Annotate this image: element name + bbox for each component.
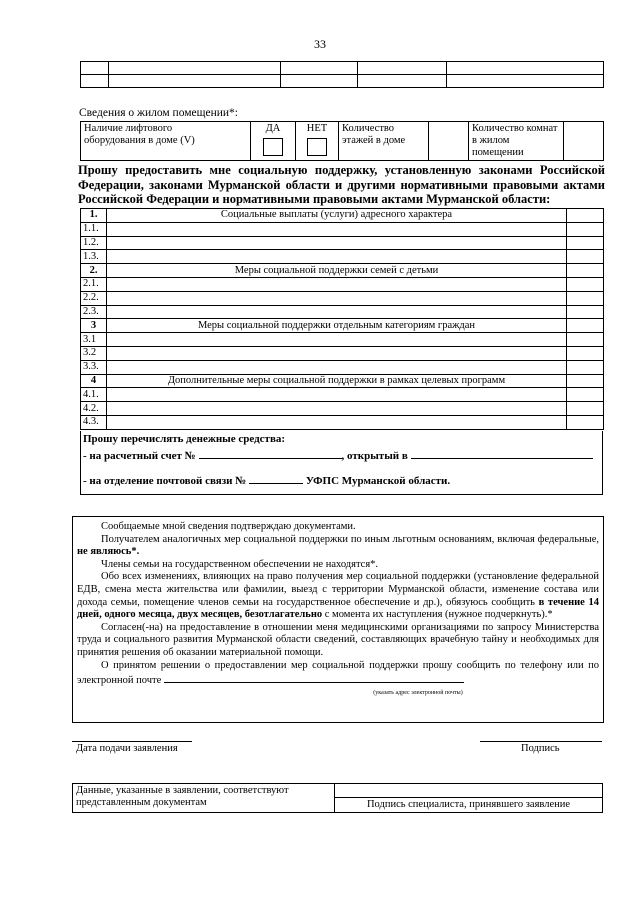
date-label: Дата подачи заявления [76,743,178,754]
item-name-field[interactable] [107,291,567,305]
item-name-field[interactable] [107,277,567,291]
post-office-field[interactable] [249,473,303,484]
confirm-p5: Согласен(-на) на предоставление в отношении меня медицинскими организациями по запросу Министерства труда и социального развития Мурманской области сведений, составляющих врачебную тайну и необходимых для принятия решения об оказании материальной помощи. [77,621,599,658]
item-number: 3.3. [81,360,107,374]
section-mark[interactable] [567,264,604,278]
section-number: 2. [81,264,107,278]
item-mark-field[interactable] [567,277,604,291]
item-name-field[interactable] [107,305,567,319]
top-table [80,61,604,88]
housing-table [80,121,604,161]
item-number: 4.1. [81,388,107,402]
signature-line[interactable] [480,741,602,742]
support-section-row [81,209,604,223]
elevator-no-checkbox[interactable] [307,138,327,156]
item-mark-field[interactable] [567,415,604,429]
support-section-row [81,264,604,278]
item-mark-field[interactable] [567,250,604,264]
item-number: 2.2. [81,291,107,305]
support-item-row [81,277,604,291]
section-number: 1. [81,209,107,223]
confirm-p6: О принятом решении о предоставлении мер социальной поддержки прошу сообщить по телефону или по электронной почте [77,659,599,687]
item-name-field[interactable] [107,346,567,360]
rooms-input[interactable] [564,122,604,161]
support-item-row [81,333,604,347]
item-mark-field[interactable] [567,291,604,305]
item-name-field[interactable] [107,333,567,347]
item-number: 3.2 [81,346,107,360]
floors-label: Количество этажей в доме [339,122,429,161]
section-mark[interactable] [567,374,604,388]
post-line: - на отделение почтовой связи № УФПС Мурманской области. [83,475,451,487]
item-mark-field[interactable] [567,388,604,402]
page-number: 33 [314,37,326,51]
verification-table [72,783,603,813]
rooms-label: Количество комнат в жилом помещении [469,122,564,161]
yes-cell: ДА [251,122,296,161]
specialist-label: Подпись специалиста, принявшего заявление [335,797,602,812]
support-item-row [81,291,604,305]
confirm-p4: Обо всех изменениях, влияющих на право получения мер социальной поддержки (установление федеральной ЕДВ, смена места жительства или фамилии, выезд с территории Мурманской области, изменение состава или дохода семьи, помещение членов семьи на государственное обеспечение и др.), обязуюсь сообщить в течение 14 дней, одного месяца, двух месяцев, безотлагательно с момента их наступления (нужное подчеркнуть).* [77,571,599,621]
support-item-row [81,388,604,402]
section-title: Социальные выплаты (услуги) адресного характера [107,209,567,223]
date-line[interactable] [72,741,192,742]
support-section-row [81,319,604,333]
section-mark[interactable] [567,319,604,333]
elevator-yes-checkbox[interactable] [263,138,283,156]
item-mark-field[interactable] [567,346,604,360]
item-number: 3.1 [81,333,107,347]
support-item-row [81,415,604,429]
item-number: 2.3. [81,305,107,319]
email-field[interactable] [164,672,464,683]
item-number: 2.1. [81,277,107,291]
item-name-field[interactable] [107,360,567,374]
section-title: Дополнительные меры социальной поддержки в рамках целевых программ [107,374,567,388]
section-title: Меры социальной поддержки отдельным категориям граждан [107,319,567,333]
item-number: 1.2. [81,236,107,250]
item-number: 1.1. [81,222,107,236]
item-mark-field[interactable] [567,236,604,250]
item-name-field[interactable] [107,250,567,264]
item-name-field[interactable] [107,222,567,236]
support-item-row [81,402,604,416]
signature-label: Подпись [521,743,560,754]
support-item-row [81,305,604,319]
section-number: 4 [81,374,107,388]
housing-title: Сведения о жилом помещении*: [79,107,238,119]
item-number: 4.3. [81,415,107,429]
item-number: 4.2. [81,402,107,416]
section-number: 3 [81,319,107,333]
confirm-p3: Члены семьи на государственном обеспечении не находятся*. [101,558,379,570]
request-text: Прошу предоставить мне социальную поддержку, установленную законами Российской Федерации, законами Мурманской области и другими нормативными правовыми актами Российской Федерации и нормативными правовыми актами Мурманской области: [78,163,605,206]
item-mark-field[interactable] [567,360,604,374]
support-item-row [81,250,604,264]
item-mark-field[interactable] [567,402,604,416]
item-name-field[interactable] [107,415,567,429]
account-line: - на расчетный счет № , открытый в [83,448,593,463]
support-item-row [81,222,604,236]
item-number: 1.3. [81,250,107,264]
bank-field[interactable] [411,448,593,459]
confirm-p1: Сообщаемые мной сведения подтверждаю документами. [101,521,356,532]
support-item-row [81,346,604,360]
item-mark-field[interactable] [567,333,604,347]
account-number-field[interactable] [199,448,342,459]
support-item-row [81,360,604,374]
confirm-p2: Получателем аналогичных мер социальной поддержки по иным льготным основаниям, включая федеральные, не являюсь*. [77,533,599,558]
support-table [80,208,604,430]
item-mark-field[interactable] [567,305,604,319]
payment-title: Прошу перечислять денежные средства: [83,433,286,445]
item-mark-field[interactable] [567,222,604,236]
verify-text: Данные, указанные в заявлении, соответствуют представленным документам [73,784,335,813]
item-name-field[interactable] [107,236,567,250]
no-cell: НЕТ [296,122,339,161]
specialist-cell [335,784,603,813]
section-mark[interactable] [567,209,604,223]
payment-box [80,431,603,495]
support-item-row [81,236,604,250]
email-hint: (указать адрес электронной почты) [373,689,463,696]
section-title: Меры социальной поддержки семей с детьми [107,264,567,278]
support-section-row [81,374,604,388]
item-name-field[interactable] [107,402,567,416]
elevator-label: Наличие лифтового оборудования в доме (V) [81,122,251,161]
confirmation-box [72,516,604,723]
floors-input[interactable] [429,122,469,161]
item-name-field[interactable] [107,388,567,402]
